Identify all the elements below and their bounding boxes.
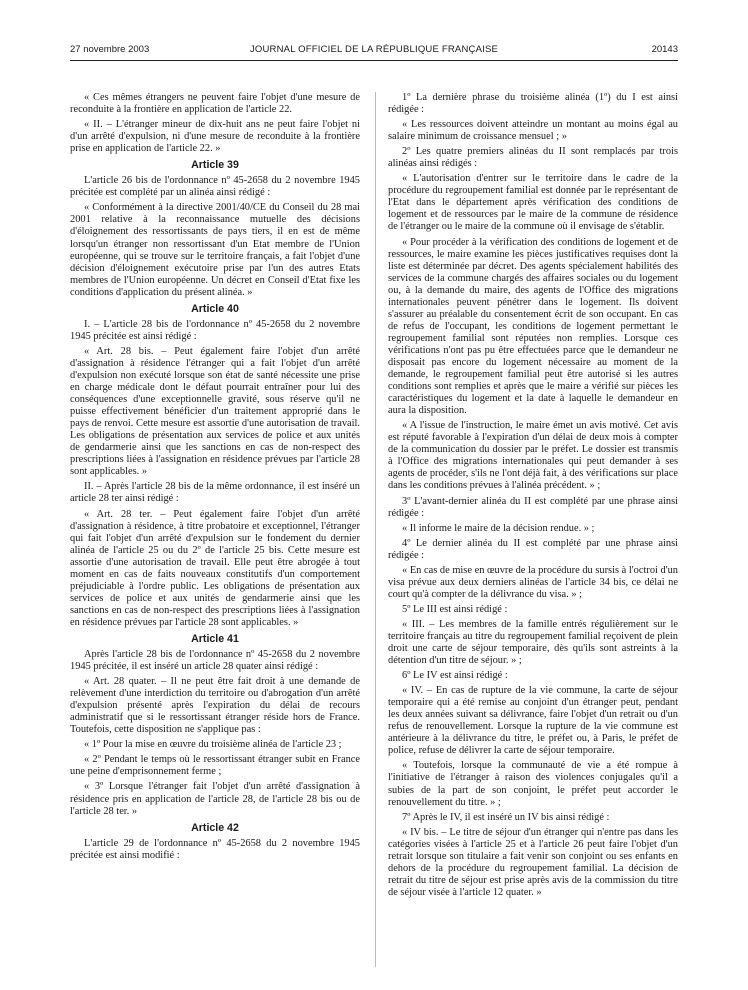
paragraph: « IV. – En cas de rupture de la vie commune, la carte de séjour temporaire qui a été remise au conjoint d'un étranger peut, pendant les deux années suivant sa délivrance, faire l'objet d'un retrait ou d'un refus de renouvellement. Lorsque la rupture de la vie commune est antérieure à la délivrance du titre, le préfet ou, à Paris, le préfet de police, refuse de délivrer la carte de séjour temporaire. xyxy=(388,685,678,757)
article-heading: Article 40 xyxy=(191,302,239,315)
paragraph: « Ces mêmes étrangers ne peuvent faire l'objet d'une mesure de reconduite à la frontière en application de l'article 22. xyxy=(70,92,360,116)
paragraph: II. – Après l'article 28 bis de la même ordonnance, il est inséré un article 28 ter ainsi rédigé : xyxy=(70,481,360,505)
paragraph: « Toutefois, lorsque la communauté de vie a été rompue à l'initiative de l'étranger à raison des violences conjugales qu'il a subies de la part de son conjoint, le préfet peut accorder le renouvellement du titre. » ; xyxy=(388,760,678,808)
paragraph: « IV bis. – Le titre de séjour d'un étranger qui n'entre pas dans les catégories visées à l'article 25 et à l'article 26 peut faire l'objet d'un retrait lorsque son titulaire a fait venir son conjoint ou ses enfants en dehors de la procédure du regroupement familial. La décision de retrait du titre de séjour est prise après avis de la commission du titre de séjour visée à l'article 12 quater. » xyxy=(388,826,678,898)
paragraph: « II. – L'étranger mineur de dix-huit ans ne peut faire l'objet ni d'un arrêté d'expulsion, ni d'une mesure de reconduite à la frontière prise en application de l'article 22. » xyxy=(70,119,360,155)
paragraph: « III. – Les membres de la famille entrés régulièrement sur le territoire français au titre du regroupement familial reçoivent de plein droit une carte de séjour temporaire, dès qu'ils sont astreints à la détention d'un titre de séjour. » ; xyxy=(388,618,678,667)
paragraph: « Art. 28 quater. – Il ne peut être fait droit à une demande de relèvement d'une interdiction du territoire ou d'abrogation d'un arrêté d'expulsion présenté après l'expiration du délai de recours administratif que si le ressortissant étranger réside hors de France. Toutefois, cette disposition ne s'applique pas : xyxy=(70,676,360,736)
paragraph: « 1º Pour la mise en œuvre du troisième alinéa de l'article 23 ; xyxy=(84,739,342,751)
paragraph: « A l'issue de l'instruction, le maire émet un avis motivé. Cet avis est réputé favorable à l'expiration d'un délai de deux mois à compter de la communication du dossier par le préfet. Le dossier est transmis à l'Office des migrations internationales qui peut demander à ses agents de procéder, s'ils ne l'ont déjà fait, à des vérifications sur place dans les conditions prévues à l'alinéa précédent. » ; xyxy=(388,420,678,492)
paragraph: 5º Le III est ainsi rédigé : xyxy=(402,603,508,615)
paragraph: 3º L'avant-dernier alinéa du II est complété par une phrase ainsi rédigée : xyxy=(388,495,678,519)
right-column xyxy=(388,92,678,902)
article-heading: Article 42 xyxy=(191,821,239,834)
article-heading: Article 41 xyxy=(191,632,239,645)
header-date: 27 novembre 2003 xyxy=(70,44,150,55)
paragraph: « Conformément à la directive 2001/40/CE du Conseil du 28 mai 2001 relative à la reconnaissance mutuelle des décisions d'éloignement des ressortissants de pays tiers, il en est de même lorsqu'un étranger non ressortissant d'un Etat membre de l'Union européenne, qui se trouve sur le territoire français, a fait l'objet d'une décision d'éloignement exécutoire prise par l'un des autres Etats membres de l'Union européenne. Un décret en Conseil d'Etat fixe les conditions d'application du présent alinéa. » xyxy=(70,202,360,298)
paragraph: « L'autorisation d'entrer sur le territoire dans le cadre de la procédure du regroupement familial est donnée par le représentant de l'Etat dans le département après vérification des conditions de logement et de ressources par le maire de la commune de résidence de l'étranger ou le maire de la commune où il envisage de s'établir. xyxy=(388,173,678,233)
paragraph: « Il informe le maire de la décision rendue. » ; xyxy=(402,522,595,534)
paragraph: « Pour procéder à la vérification des conditions de logement et de ressources, le maire examine les pièces justificatives requises dont la liste est déterminée par décret. Des agents spécialement habilités des services de la commune chargés des affaires sociales ou du logement ou, à la demande du maire, des agents de l'Office des migrations internationales peuvent pénétrer dans le logement. Ils doivent s'assurer au préalable du consentement écrit de son occupant. En cas de refus de l'occupant, les conditions de logement permettant le regroupement familial sont réputées non remplies. Lorsque ces vérifications n'ont pas pu être effectuées parce que le demandeur ne disposait pas encore du logement nécessaire au moment de la demande, le regroupement familial peut être autorisé si les autres conditions sont remplies et après que le maire a vérifié sur pièces les caractéristiques du logement et la date à laquelle le demandeur en aura la disposition. xyxy=(388,236,678,417)
paragraph: 1º La dernière phrase du troisième alinéa (1º) du I est ainsi rédigée : xyxy=(388,92,678,116)
journal-title: JOURNAL OFFICIEL DE LA RÉPUBLIQUE FRANÇAISE xyxy=(249,44,499,55)
paragraph: I. – L'article 28 bis de l'ordonnance nº 45-2658 du 2 novembre 1945 précitée est ainsi rédigé : xyxy=(70,318,360,342)
paragraph: 6º Le IV est ainsi rédigé : xyxy=(402,670,508,682)
column-divider xyxy=(375,92,376,967)
paragraph: « 3º Lorsque l'étranger fait l'objet d'un arrêté d'assignation à résidence pris en application de l'article 28, de l'article 28 bis ou de l'article 28 ter. » xyxy=(70,781,360,817)
left-column xyxy=(70,92,360,865)
paragraph: « En cas de mise en œuvre de la procédure du sursis à l'octroi d'un visa prévue aux deux derniers alinéas de l'article 34 bis, ce délai ne court qu'à compter de la délivrance du visa. » ; xyxy=(388,564,678,600)
paragraph: L'article 29 de l'ordonnance nº 45-2658 du 2 novembre 1945 précitée est ainsi modifié : xyxy=(70,837,360,861)
paragraph: 7º Après le IV, il est inséré un IV bis ainsi rédigé : xyxy=(402,811,610,823)
paragraph: « Art. 28 ter. – Peut également faire l'objet d'un arrêté d'assignation à résidence, à titre probatoire et exceptionnel, l'étranger qui fait l'objet d'un arrêté d'expulsion sur le fondement du dernier alinéa de l'article 25 ou du 2º de l'article 25 bis. Cette mesure est assortie d'une autorisation de travail. Elle peut être abrogée à tout moment en cas de faits nouveaux constitutifs d'un comportement préjudiciable à l'ordre public. Les obligations de présentation aux services de police et aux unités de gendarmerie ainsi que les sanctions en cas de non-respect des prescriptions liées à l'assignation en résidence prévues par l'article 28 sont applicables. » xyxy=(70,508,360,628)
paragraph: « 2º Pendant le temps où le ressortissant étranger subit en France une peine d'emprisonnement ferme ; xyxy=(70,754,360,778)
paragraph: « Les ressources doivent atteindre un montant au moins égal au salaire minimum de croissance mensuel ; » xyxy=(388,119,678,143)
article-heading: Article 39 xyxy=(191,159,239,172)
paragraph: Après l'article 28 bis de l'ordonnance nº 45-2658 du 2 novembre 1945 précitée, il est inséré un article 28 quater ainsi rédigé : xyxy=(70,649,360,673)
paragraph: 2º Les quatre premiers alinéas du II sont remplacés par trois alinéas ainsi rédigés : xyxy=(388,146,678,170)
paragraph: 4º Le dernier alinéa du II est complété par une phrase ainsi rédigée : xyxy=(388,537,678,561)
page-header xyxy=(70,44,678,60)
page-number: 20143 xyxy=(651,44,678,55)
paragraph: « Art. 28 bis. – Peut également faire l'objet d'un arrêté d'assignation à résidence l'étranger qui a fait l'objet d'un arrêté d'expulsion non exécuté lorsque son état de santé nécessite une prise en charge médicale dont le défaut pourrait entraîner pour lui des conséquences d'une exceptionnelle gravité, sous réserve qu'il ne puisse effectivement bénéficier d'un traitement approprié dans le pays de renvoi. Cette mesure est assortie d'une autorisation de travail. Les obligations de présentation aux services de police et aux unités de gendarmerie ainsi que les sanctions en cas de non-respect des prescriptions liées à l'assignation en résidence prévues par l'article 28 sont applicables. » xyxy=(70,345,360,478)
header-rule xyxy=(70,60,678,61)
paragraph: L'article 26 bis de l'ordonnance nº 45-2658 du 2 novembre 1945 précitée est complété par un alinéa ainsi rédigé : xyxy=(70,175,360,199)
